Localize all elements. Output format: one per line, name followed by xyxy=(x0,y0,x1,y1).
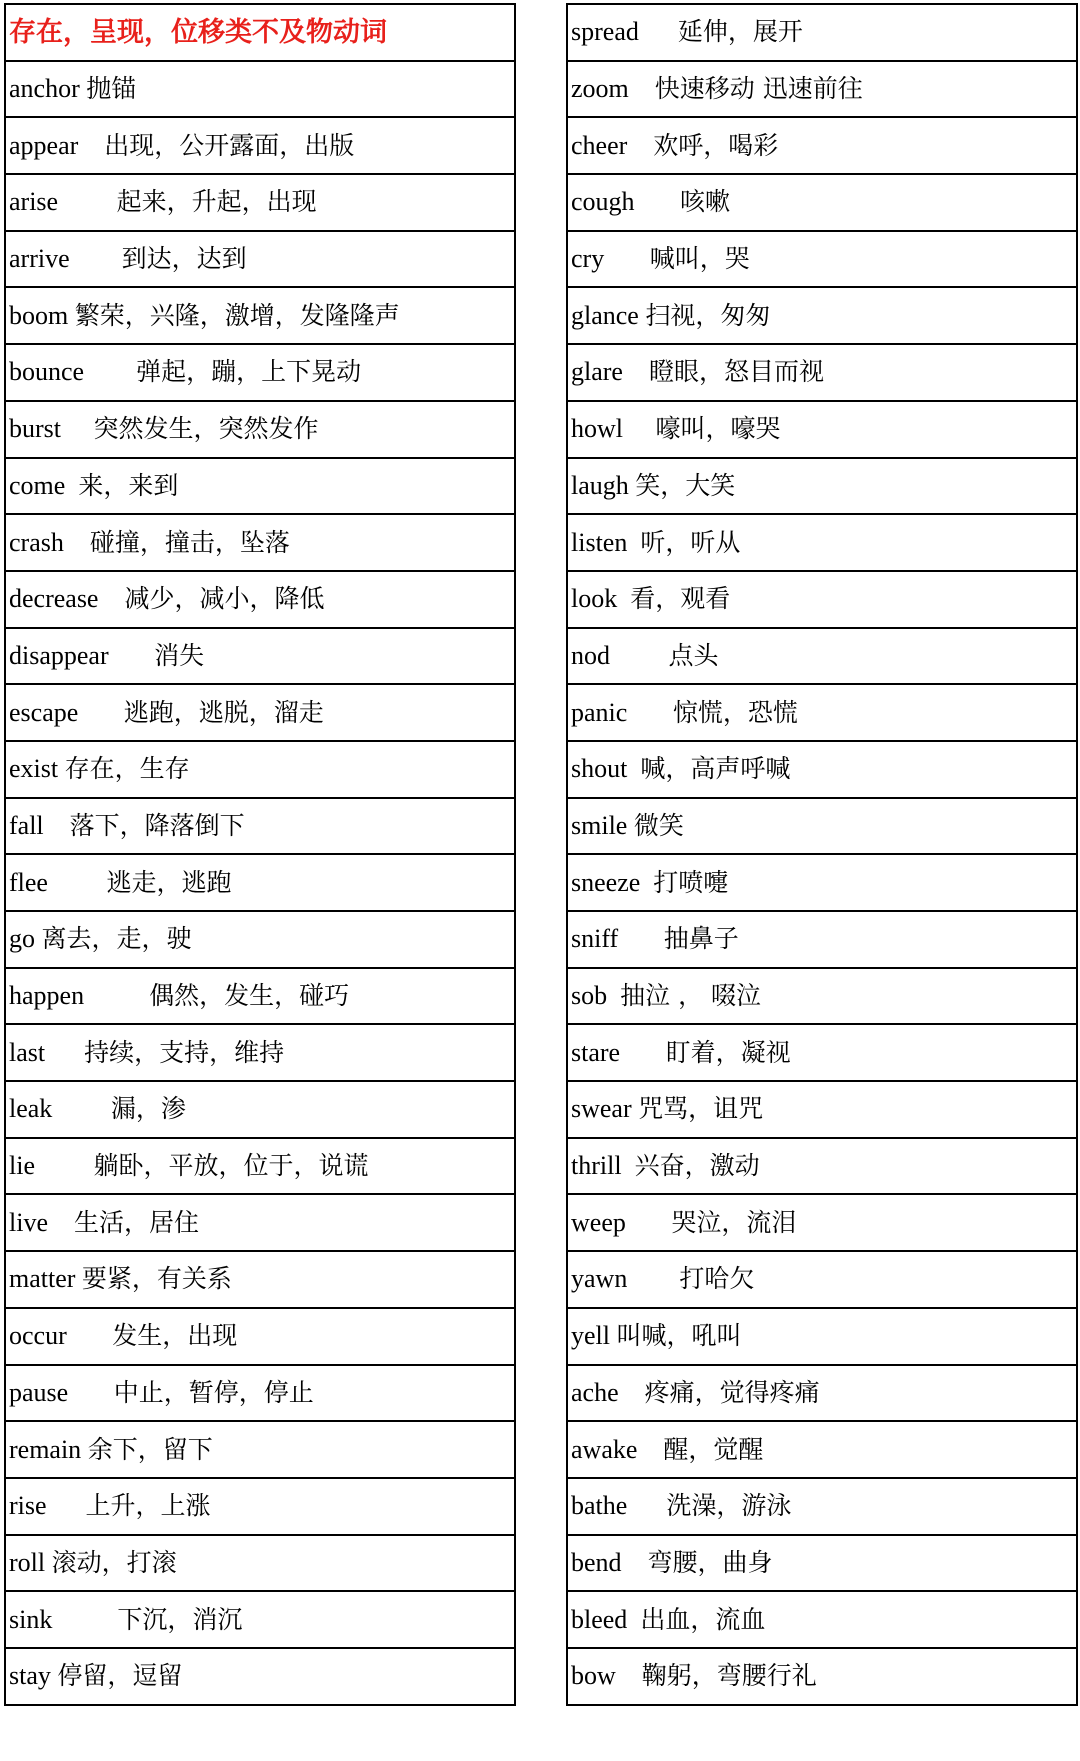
vocab-meaning: 滚动，打滚 xyxy=(51,1547,177,1577)
vocab-word: cry xyxy=(571,244,605,274)
vocab-spacing xyxy=(67,1321,113,1350)
table-row xyxy=(567,458,1077,515)
vocab-meaning: 鞠躬，弯腰行礼 xyxy=(641,1661,817,1691)
vocab-spacing xyxy=(84,357,136,386)
vocab-meaning: 来，来到 xyxy=(78,470,179,500)
vocab-meaning: 醒，觉醒 xyxy=(663,1434,764,1464)
vocab-word: glance xyxy=(571,300,639,330)
vocab-word: panic xyxy=(571,697,628,727)
vocab-cell xyxy=(5,1138,515,1195)
vocab-word: thrill xyxy=(571,1151,622,1181)
vocab-word: sink xyxy=(9,1604,53,1634)
table-row xyxy=(567,1081,1077,1138)
vocab-word: arise xyxy=(9,187,59,217)
vocab-meaning: 弹起，蹦，上下晃动 xyxy=(136,357,362,387)
vocab-word: boom xyxy=(9,300,69,330)
vocab-word: pause xyxy=(9,1377,69,1407)
vocab-meaning: 离去，走，驶 xyxy=(41,924,192,954)
vocab-spacing xyxy=(98,584,124,613)
vocab-meaning: 出血，流血 xyxy=(640,1604,766,1634)
vocab-cell xyxy=(567,798,1077,855)
vocab-word: sob xyxy=(571,981,608,1011)
table-row xyxy=(5,1535,515,1592)
table-row xyxy=(567,684,1077,741)
vocab-spacing xyxy=(627,698,673,727)
vocab-cell xyxy=(5,911,515,968)
vocab-spacing xyxy=(640,868,653,897)
table-header-title: 存在，呈现，位移类不及物动词 xyxy=(5,4,515,61)
vocab-meaning: 兴奋，激动 xyxy=(634,1151,760,1181)
vocab-meaning: 嚎叫，嚎哭 xyxy=(655,414,781,444)
vocab-word: zoom xyxy=(571,74,629,104)
vocab-meaning: 喊叫，哭 xyxy=(649,244,750,274)
vocab-word: nod xyxy=(571,640,610,670)
table-row xyxy=(5,514,515,571)
table-row xyxy=(567,401,1077,458)
vocab-word: live xyxy=(9,1207,48,1237)
vocab-meaning: 盯着，凝视 xyxy=(665,1037,791,1067)
vocab-word: yawn xyxy=(571,1264,628,1294)
vocab-cell xyxy=(5,1251,515,1308)
vocab-spacing xyxy=(622,1151,635,1180)
vocab-cell xyxy=(5,287,515,344)
vocab-meaning: 消失 xyxy=(154,640,205,670)
vocab-cell xyxy=(5,968,515,1025)
vocab-meaning: 抛锚 xyxy=(86,74,137,104)
vocab-spacing xyxy=(623,414,656,443)
table-row xyxy=(567,514,1077,571)
vocab-word: lie xyxy=(9,1151,35,1181)
vocab-cell xyxy=(567,1535,1077,1592)
vocab-meaning: 漏，渗 xyxy=(110,1094,186,1124)
vocab-meaning: 余下，留下 xyxy=(87,1434,213,1464)
table-row xyxy=(567,1535,1077,1592)
vocab-cell xyxy=(567,1308,1077,1365)
vocab-word: come xyxy=(9,470,66,500)
vocab-spacing xyxy=(64,528,90,557)
vocab-meaning: 弯腰，曲身 xyxy=(647,1547,773,1577)
vocab-spacing xyxy=(68,1378,114,1407)
vocab-meaning: 繁荣，兴隆，激增，发隆隆声 xyxy=(74,300,400,330)
table-row xyxy=(5,1138,515,1195)
table-row xyxy=(567,854,1077,911)
vocab-word: appear xyxy=(9,130,79,160)
vocab-meaning: 持续，支持，维持 xyxy=(84,1037,285,1067)
vocab-cell xyxy=(567,1194,1077,1251)
table-row xyxy=(567,1648,1077,1705)
table-row xyxy=(5,571,515,628)
vocab-spacing xyxy=(627,1491,666,1520)
vocab-cell xyxy=(567,1024,1077,1081)
vocab-cell xyxy=(5,174,515,231)
vocab-spacing xyxy=(627,131,653,160)
vocab-meaning: 快速移动 迅速前往 xyxy=(654,74,863,104)
table-row xyxy=(5,117,515,174)
vocab-spacing xyxy=(617,584,630,613)
table-row xyxy=(5,1591,515,1648)
vocab-spacing xyxy=(48,868,107,897)
vocab-word: cheer xyxy=(571,130,628,160)
vocab-word: arrive xyxy=(9,244,70,274)
vocab-spacing xyxy=(45,1038,84,1067)
vocab-spacing xyxy=(619,1378,645,1407)
vocab-word: bathe xyxy=(571,1491,628,1521)
vocab-cell xyxy=(567,174,1077,231)
vocab-cell xyxy=(567,1365,1077,1422)
vocab-cell xyxy=(5,231,515,288)
vocab-meaning: 要紧，有关系 xyxy=(81,1264,232,1294)
table-row xyxy=(567,231,1077,288)
table-row xyxy=(5,61,515,118)
vocab-meaning: 存在，生存 xyxy=(64,754,190,784)
vocab-word: disappear xyxy=(9,640,109,670)
vocab-word: cough xyxy=(571,187,635,217)
vocab-cell xyxy=(567,628,1077,685)
vocab-cell xyxy=(567,61,1077,118)
vocab-spacing xyxy=(84,981,149,1010)
table-row xyxy=(5,231,515,288)
vocab-spacing xyxy=(78,131,104,160)
vocab-spacing xyxy=(627,754,640,783)
vocab-cell xyxy=(5,628,515,685)
vocab-spacing xyxy=(52,1605,117,1634)
table-row xyxy=(567,4,1077,61)
vocab-word: roll xyxy=(9,1547,46,1577)
table-row xyxy=(567,1421,1077,1478)
vocab-meaning: 躺卧，平放，位于，说谎 xyxy=(93,1151,369,1181)
vocab-spacing xyxy=(616,1661,642,1690)
table-row xyxy=(5,458,515,515)
vocab-cell xyxy=(567,1478,1077,1535)
vocab-word: look xyxy=(571,584,618,614)
vocab-spacing xyxy=(629,74,655,103)
vocab-cell xyxy=(567,458,1077,515)
table-row xyxy=(5,1421,515,1478)
vocab-cell xyxy=(567,117,1077,174)
vocab-meaning: 笑，大笑 xyxy=(635,470,736,500)
vocab-word: howl xyxy=(571,414,623,444)
vocab-meaning: 咒骂，诅咒 xyxy=(638,1094,764,1124)
vocab-meaning: 延伸，展开 xyxy=(677,17,803,47)
vocab-cell xyxy=(5,571,515,628)
table-row xyxy=(5,1251,515,1308)
vocab-meaning: 叫喊，吼叫 xyxy=(616,1321,742,1351)
vocab-cell xyxy=(5,1365,515,1422)
vocab-cell xyxy=(5,854,515,911)
vocab-spacing xyxy=(604,244,650,273)
vocab-meaning: 到达，达到 xyxy=(121,244,247,274)
vocab-cell xyxy=(5,61,515,118)
vocab-spacing xyxy=(618,924,664,953)
table-row xyxy=(567,571,1077,628)
vocab-spacing xyxy=(47,1491,86,1520)
vocab-word: escape xyxy=(9,697,79,727)
table-row xyxy=(567,1591,1077,1648)
vocab-meaning: 扫视，匆匆 xyxy=(645,300,771,330)
vocab-spacing xyxy=(620,1038,666,1067)
table-row xyxy=(5,1648,515,1705)
vocab-word: matter xyxy=(9,1264,76,1294)
vocab-word: stay xyxy=(9,1661,51,1691)
vocab-meaning: 逃跑，逃脱，溜走 xyxy=(123,697,324,727)
vocab-cell xyxy=(567,1081,1077,1138)
table-row xyxy=(5,401,515,458)
vocab-cell xyxy=(567,4,1077,61)
vocab-spacing xyxy=(623,357,649,386)
vocab-cell xyxy=(567,231,1077,288)
vocab-word: awake xyxy=(571,1434,638,1464)
vocab-spacing xyxy=(637,1435,663,1464)
vocab-word: anchor xyxy=(9,74,80,104)
vocab-spacing xyxy=(626,1208,672,1237)
table-row xyxy=(5,968,515,1025)
table-row xyxy=(5,174,515,231)
vocab-cell xyxy=(5,741,515,798)
table-row xyxy=(5,911,515,968)
vocab-meaning: 逃走，逃跑 xyxy=(106,867,232,897)
vocab-word: weep xyxy=(571,1207,626,1237)
vocab-cell xyxy=(567,684,1077,741)
vocab-meaning: 欢呼，喝彩 xyxy=(653,130,779,160)
vocab-word: yell xyxy=(571,1321,610,1351)
vocab-cell xyxy=(5,684,515,741)
vocab-meaning: 疼痛，觉得疼痛 xyxy=(644,1377,820,1407)
vocab-cell xyxy=(567,911,1077,968)
vocab-cell xyxy=(5,1421,515,1478)
table-row xyxy=(5,854,515,911)
vocab-meaning: 生活，居住 xyxy=(74,1207,200,1237)
vocab-word: remain xyxy=(9,1434,82,1464)
vocab-word: last xyxy=(9,1037,46,1067)
vocab-meaning: 惊慌，恐慌 xyxy=(672,697,798,727)
vocab-spacing xyxy=(109,641,155,670)
vocab-word: bleed xyxy=(571,1604,628,1634)
vocab-cell xyxy=(5,1478,515,1535)
vocab-cell xyxy=(567,854,1077,911)
vocab-meaning: 看，观看 xyxy=(630,584,731,614)
table-row xyxy=(5,1308,515,1365)
table-row xyxy=(5,798,515,855)
vocab-word: listen xyxy=(571,527,628,557)
vocab-meaning: 起来，升起，出现 xyxy=(116,187,317,217)
vocab-cell xyxy=(5,458,515,515)
vocab-meaning: 减少，减小，降低 xyxy=(124,584,325,614)
vocab-spacing xyxy=(78,698,124,727)
left-vocab-table-body xyxy=(5,4,515,1705)
vocab-cell xyxy=(567,571,1077,628)
table-row xyxy=(5,1365,515,1422)
vocab-word: spread xyxy=(571,17,639,47)
vocab-word: ache xyxy=(571,1377,619,1407)
vocab-spacing xyxy=(61,414,94,443)
table-row xyxy=(567,1478,1077,1535)
vocab-spacing xyxy=(610,641,669,670)
vocab-meaning: 洗澡，游泳 xyxy=(666,1491,792,1521)
vocab-cell xyxy=(5,344,515,401)
vocab-word: occur xyxy=(9,1321,67,1351)
vocab-word: go xyxy=(9,924,35,954)
vocab-word: swear xyxy=(571,1094,632,1124)
vocab-word: shout xyxy=(571,754,628,784)
vocab-cell xyxy=(567,1591,1077,1648)
vocab-spacing xyxy=(58,187,117,216)
vocab-cell xyxy=(567,1648,1077,1705)
vocab-cell xyxy=(5,1308,515,1365)
vocab-meaning: 下沉，消沉 xyxy=(117,1604,243,1634)
table-row xyxy=(567,287,1077,344)
vocab-spacing xyxy=(639,17,678,46)
vocab-meaning: 哭泣，流泪 xyxy=(671,1207,797,1237)
vocab-spacing xyxy=(52,1094,111,1123)
table-row xyxy=(567,344,1077,401)
vocab-spacing xyxy=(35,1151,94,1180)
vocab-meaning: 抽泣 ， 啜泣 xyxy=(620,981,762,1011)
vocab-cell xyxy=(567,1421,1077,1478)
table-header-row xyxy=(5,4,515,61)
left-vocab-table xyxy=(4,3,516,1706)
vocab-cell xyxy=(567,968,1077,1025)
vocab-meaning: 偶然，发生，碰巧 xyxy=(149,981,350,1011)
vocab-spacing xyxy=(627,528,640,557)
table-row xyxy=(5,344,515,401)
table-row xyxy=(567,61,1077,118)
vocab-cell xyxy=(5,1648,515,1705)
vocab-meaning: 抽鼻子 xyxy=(663,924,739,954)
table-row xyxy=(567,1138,1077,1195)
table-row xyxy=(567,741,1077,798)
vocab-word: leak xyxy=(9,1094,53,1124)
vocab-cell xyxy=(5,514,515,571)
table-row xyxy=(567,1308,1077,1365)
vocab-meaning: 落下，降落倒下 xyxy=(69,810,245,840)
vocab-word: happen xyxy=(9,981,85,1011)
table-row xyxy=(5,1081,515,1138)
vocab-spacing xyxy=(48,1208,74,1237)
vocab-word: burst xyxy=(9,414,61,444)
vocab-spacing xyxy=(607,981,620,1010)
vocab-meaning: 中止，暂停，停止 xyxy=(113,1377,314,1407)
vocab-meaning: 上升，上涨 xyxy=(85,1491,211,1521)
vocab-meaning: 出现，公开露面，出版 xyxy=(104,130,355,160)
table-row xyxy=(567,174,1077,231)
table-row xyxy=(5,628,515,685)
vocab-meaning: 点头 xyxy=(668,640,719,670)
vocab-word: glare xyxy=(571,357,623,387)
vocab-word: bounce xyxy=(9,357,85,387)
vocab-meaning: 发生，出现 xyxy=(112,1321,238,1351)
right-vocab-table xyxy=(566,3,1078,1706)
vocab-cell xyxy=(5,1194,515,1251)
vocab-word: sneeze xyxy=(571,867,641,897)
vocab-cell xyxy=(5,1081,515,1138)
vocab-spacing xyxy=(627,1264,679,1293)
vocab-meaning: 咳嗽 xyxy=(680,187,731,217)
table-row xyxy=(567,968,1077,1025)
table-row xyxy=(5,684,515,741)
vocab-cell xyxy=(567,741,1077,798)
table-row xyxy=(567,911,1077,968)
table-row xyxy=(567,1365,1077,1422)
vocab-spacing xyxy=(635,187,681,216)
vocab-cell xyxy=(567,1138,1077,1195)
vocab-cell xyxy=(5,1024,515,1081)
table-row xyxy=(567,1194,1077,1251)
vocab-cell xyxy=(5,1591,515,1648)
vocab-spacing xyxy=(622,1548,648,1577)
vocab-meaning: 听，听从 xyxy=(640,527,741,557)
right-vocab-table-body xyxy=(567,4,1077,1705)
vocab-word: flee xyxy=(9,867,48,897)
vocab-word: rise xyxy=(9,1491,47,1521)
vocab-meaning: 喊，高声呼喊 xyxy=(640,754,791,784)
table-row xyxy=(567,628,1077,685)
vocab-meaning: 瞪眼，怒目而视 xyxy=(648,357,824,387)
table-row xyxy=(5,1024,515,1081)
table-row xyxy=(5,287,515,344)
vocab-cell xyxy=(5,401,515,458)
vocab-word: laugh xyxy=(571,470,629,500)
vocab-word: exist xyxy=(9,754,59,784)
vocab-cell xyxy=(5,1535,515,1592)
vocab-cell xyxy=(5,798,515,855)
vocab-cell xyxy=(567,344,1077,401)
vocab-word: bend xyxy=(571,1547,622,1577)
table-row xyxy=(5,1194,515,1251)
vocab-spacing xyxy=(44,811,70,840)
vocab-cell xyxy=(567,514,1077,571)
vocab-meaning: 碰撞，撞击，坠落 xyxy=(89,527,290,557)
vocab-cell xyxy=(567,287,1077,344)
vocab-meaning: 停留，逗留 xyxy=(57,1661,183,1691)
vocab-word: crash xyxy=(9,527,64,557)
vocab-word: smile xyxy=(571,810,628,840)
vocab-word: decrease xyxy=(9,584,99,614)
vocab-spacing xyxy=(70,244,122,273)
vocab-cell xyxy=(567,401,1077,458)
table-row xyxy=(567,1024,1077,1081)
vocab-word: sniff xyxy=(571,924,619,954)
vocab-meaning: 微笑 xyxy=(633,810,684,840)
vocab-meaning: 打喷嚏 xyxy=(653,867,729,897)
table-row xyxy=(567,117,1077,174)
vocab-cell xyxy=(567,1251,1077,1308)
table-row xyxy=(567,1251,1077,1308)
table-row xyxy=(5,741,515,798)
vocab-meaning: 突然发生，突然发作 xyxy=(93,414,319,444)
vocab-cell xyxy=(5,117,515,174)
vocab-spacing xyxy=(627,1605,640,1634)
vocab-spacing xyxy=(65,471,78,500)
table-row xyxy=(5,1478,515,1535)
vocab-word: stare xyxy=(571,1037,621,1067)
vocab-word: bow xyxy=(571,1661,616,1691)
table-row xyxy=(567,798,1077,855)
vocab-meaning: 打哈欠 xyxy=(679,1264,755,1294)
vocab-word: fall xyxy=(9,810,44,840)
